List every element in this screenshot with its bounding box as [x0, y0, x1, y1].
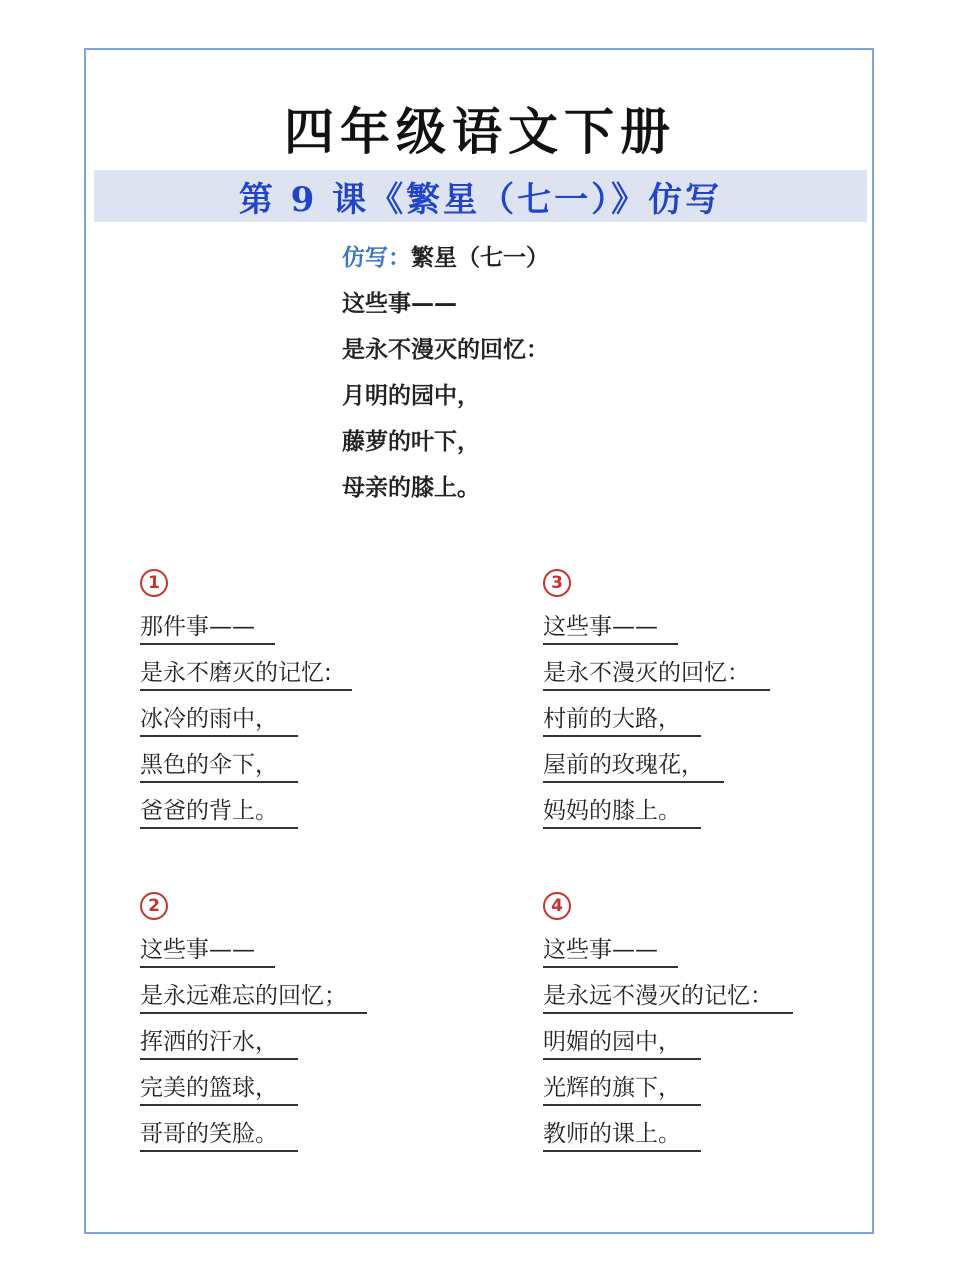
poem-line: 这些事——	[342, 291, 457, 317]
imitation-label: 仿写：	[342, 245, 411, 271]
example-1	[140, 568, 352, 837]
example-2	[140, 891, 367, 1160]
example-number-1: 1	[140, 569, 168, 597]
example-line: 爸爸的背上。	[140, 791, 352, 837]
example-line: 屋前的玫瑰花，	[543, 745, 770, 791]
example-line: 光辉的旗下，	[543, 1068, 793, 1114]
example-line: 明媚的园中，	[543, 1022, 793, 1068]
example-line: 冰冷的雨中，	[140, 699, 352, 745]
example-line: 这些事——	[543, 607, 770, 653]
example-number-3: 3	[543, 569, 571, 597]
example-line: 完美的篮球，	[140, 1068, 367, 1114]
poem-title: 繁星（七一）	[411, 245, 549, 271]
example-line: 是永远不漫灭的记忆：	[543, 976, 793, 1022]
example-line: 这些事——	[543, 930, 793, 976]
page-title: 四年级语文下册	[284, 102, 676, 161]
example-line: 村前的大路，	[543, 699, 770, 745]
example-line: 是永不磨灭的记忆:	[140, 653, 352, 699]
example-line: 是永远难忘的回忆；	[140, 976, 367, 1022]
example-3	[543, 568, 770, 837]
example-line: 黑色的伞下，	[140, 745, 352, 791]
example-line: 这些事——	[140, 930, 367, 976]
example-line: 那件事——	[140, 607, 352, 653]
example-number-2: 2	[140, 892, 168, 920]
example-line: 挥洒的汗水，	[140, 1022, 367, 1068]
example-4	[543, 891, 793, 1160]
example-line: 哥哥的笑脸。	[140, 1114, 367, 1160]
poem-line: 是永不漫灭的回忆：	[342, 337, 549, 363]
poem-line: 母亲的膝上。	[342, 475, 480, 501]
example-line: 教师的课上。	[543, 1114, 793, 1160]
model-poem	[342, 238, 549, 514]
model-poem-heading	[342, 238, 549, 284]
example-line: 妈妈的膝上。	[543, 791, 770, 837]
example-line: 是永不漫灭的回忆：	[543, 653, 770, 699]
example-number-4: 4	[543, 892, 571, 920]
poem-line: 藤萝的叶下，	[342, 429, 480, 455]
poem-line: 月明的园中，	[342, 383, 480, 409]
lesson-subtitle: 第 9 课《繁星（七一）》仿写	[238, 180, 723, 220]
